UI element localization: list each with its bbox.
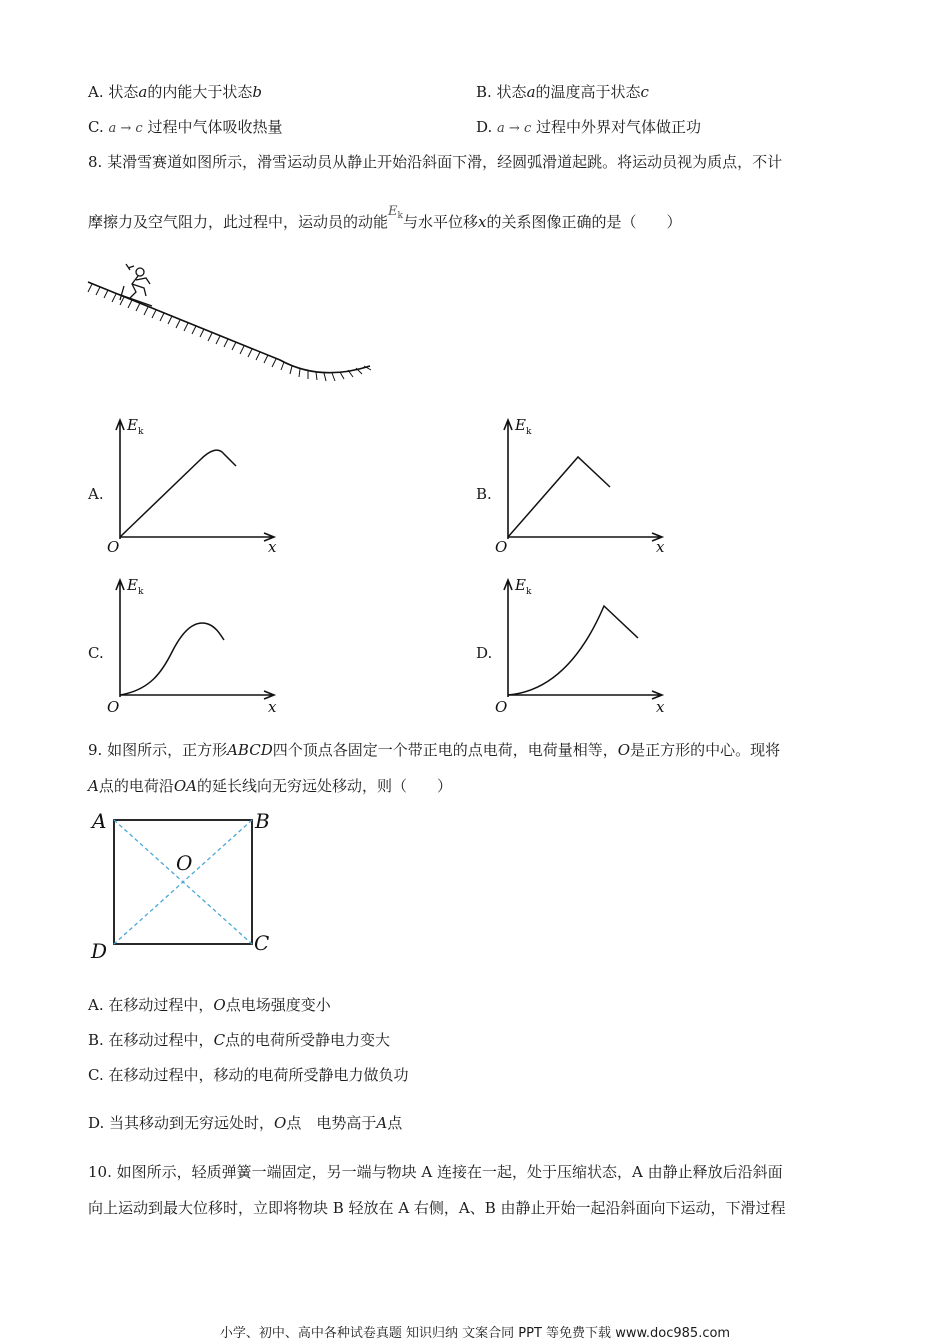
graph-d-ylabel: $E_k$	[515, 576, 532, 597]
graph-d-curve	[508, 606, 638, 695]
graph-a-origin: O	[107, 538, 120, 556]
graph-d-xlabel: x	[656, 698, 665, 716]
graph-d-axes	[504, 580, 662, 699]
graph-d	[488, 572, 678, 720]
graph-b-axes	[504, 420, 662, 541]
graph-b-xlabel: x	[656, 538, 665, 556]
q10-stem-line2: 向上运动到最大位移时，立即将物块 B 轻放在 A 右侧，A、B 由静止开始一起沿斜面向下运动，下滑过程	[88, 1199, 786, 1217]
q9-stem-line2: A点的电荷沿OA的延长线向无穷远处移动，则（ ）	[88, 777, 453, 795]
q9-stem-line1: 9. 如图所示，正方形ABCD四个顶点各固定一个带正电的点电荷，电荷量相等，O是正方形的中心。现将	[88, 741, 781, 759]
graph-b-ylabel: $E_k$	[515, 416, 532, 437]
q7-option-b: B. 状态a的温度高于状态c	[476, 83, 649, 101]
graph-a-ylabel: $E_k$	[127, 416, 144, 437]
graph-c-ylabel: $E_k$	[127, 576, 144, 597]
label-A: A	[92, 809, 107, 833]
q8-stem-line2: 摩擦力及空气阻力，此过程中，运动员的动能$E_k$与水平位移x的关系图像正确的是（ ）	[88, 204, 682, 231]
graph-a-xlabel: x	[268, 538, 277, 556]
graph-b-curve	[508, 457, 610, 537]
q7-option-c: C. a → c 过程中气体吸收热量	[88, 118, 283, 136]
label-O: O	[176, 851, 193, 875]
graph-a-axes	[116, 420, 274, 541]
q8-option-d-label: D.	[476, 644, 493, 662]
graph-a	[100, 412, 290, 560]
graph-c-xlabel: x	[268, 698, 277, 716]
graph-c	[100, 572, 290, 720]
q9-option-c: C. 在移动过程中，移动的电荷所受静电力做负功	[88, 1066, 409, 1084]
q8-option-a-label: A.	[88, 485, 104, 503]
square-figure	[88, 808, 288, 968]
ski-slope-figure	[80, 262, 380, 392]
q9-option-a: A. 在移动过程中，O点电场强度变小	[88, 996, 331, 1014]
q8-option-c-label: C.	[88, 644, 104, 662]
label-C: C	[254, 931, 270, 955]
q7-option-a: A. 状态a的内能大于状态b	[88, 83, 262, 101]
q9-option-d: D. 当其移动到无穷远处时，O点 电势高于A点	[88, 1114, 403, 1132]
graph-b	[488, 412, 678, 560]
graph-b-origin: O	[495, 538, 508, 556]
q10-stem-line1: 10. 如图所示，轻质弹簧一端固定，另一端与物块 A 连接在一起，处于压缩状态，A 由静止释放后沿斜面	[88, 1163, 783, 1181]
q8-stem-line1: 8. 某滑雪赛道如图所示，滑雪运动员从静止开始沿斜面下滑，经圆弧滑道起跳。将运动员视为质点，不计	[88, 153, 783, 171]
q8-option-b-label: B.	[476, 485, 492, 503]
q9-option-b: B. 在移动过程中，C点的电荷所受静电力变大	[88, 1031, 391, 1049]
q7-option-d: D. a → c 过程中外界对气体做正功	[476, 118, 702, 136]
graph-c-axes	[116, 580, 274, 699]
label-B: B	[255, 809, 270, 833]
graph-c-curve	[120, 623, 224, 695]
graph-a-curve	[120, 450, 236, 537]
footer-banner: 小学、初中、高中各种试卷真题 知识归纳 文案合同 PPT 等免费下载 www.doc985.com	[219, 1326, 731, 1341]
graph-c-origin: O	[107, 698, 120, 716]
graph-d-origin: O	[495, 698, 508, 716]
label-D: D	[91, 939, 108, 963]
